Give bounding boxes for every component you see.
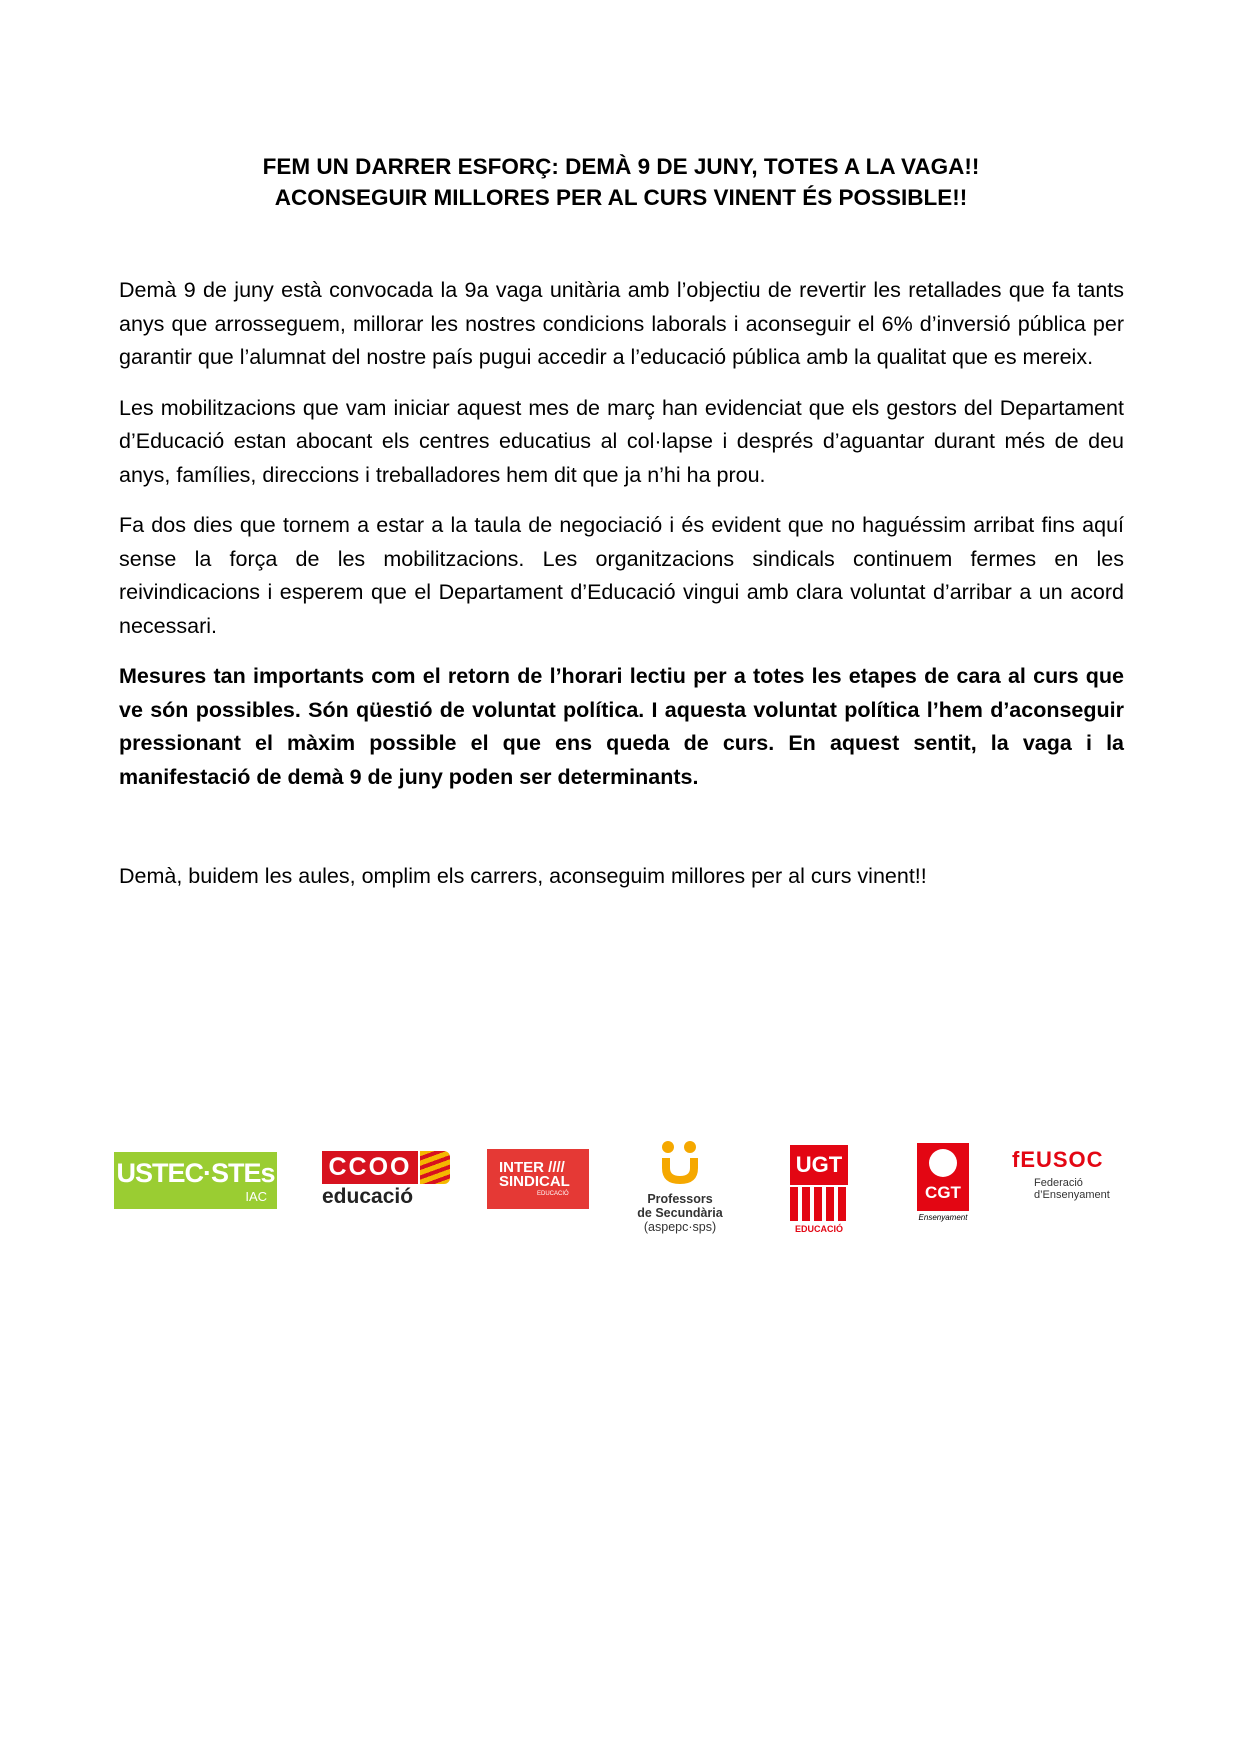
- intersindical-line-1: INTER ////: [499, 1159, 565, 1176]
- professors-secundaria-logo: [625, 1140, 735, 1236]
- intersindical-line-3: EDUCACIÓ: [537, 1191, 569, 1197]
- ugt-handshake-icon: [790, 1187, 848, 1221]
- intersindical-line-2: SINDICAL: [499, 1173, 570, 1190]
- ugt-logo-sub: EDUCACIÓ: [794, 1224, 843, 1234]
- cgt-logo-sub: Ensenyament: [918, 1213, 968, 1222]
- intersindical-logo: [487, 1149, 589, 1209]
- paragraph-2: Les mobilitzacions que vam iniciar aquest mes de març han evidenciat que els gestors del Departament d’Educació estan abocant els centres educatius al col·lapse i després d’aguantar durant més de deu anys, famílies, direccions i treballadores hem dit que ja n’hi ha prou.: [119, 395, 1124, 487]
- feusoc-line-2: d’Ensenyament: [1034, 1189, 1110, 1201]
- feusoc-logo: [1012, 1147, 1132, 1207]
- cgt-logo-text: CGT: [925, 1183, 961, 1202]
- ccoo-educacio-logo: [322, 1151, 450, 1207]
- paragraph-1: Demà 9 de juny està convocada la 9a vaga unitària amb l’objectiu de revertir les retallades que fa tants anys que arrosseguem, millorar les nostres condicions laborals i aconseguir el 6% d’inversió pública per garantir que l’alumnat del nostre país pugui accedir a l’educació pública amb la qualitat que es mereix.: [119, 278, 1124, 369]
- paragraph-3: Fa dos dies que tornem a estar a la taula de negociació i és evident que no haguéssim arribat fins aquí sense la força de les mobilitzacions. Les organitzacions sindicals continuem fermes en les reivindicacions i esperem que el Departament d’Educació vingui amb clara voluntat d’arribar a un acord necessari.: [119, 513, 1124, 638]
- page-title: [0, 151, 1242, 213]
- ustec-logo-sub: IAC: [245, 1189, 267, 1204]
- professors-line-1: Professors: [647, 1192, 713, 1206]
- feusoc-logo-text: fEUSOC: [1012, 1147, 1104, 1172]
- raised-fist-icon: [929, 1149, 957, 1177]
- ccoo-logo-text: CCOO: [322, 1151, 418, 1184]
- ustec-stes-logo: [114, 1152, 277, 1209]
- feusoc-line-1: Federació: [1034, 1177, 1083, 1189]
- ccoo-logo-label: educació: [322, 1185, 414, 1208]
- ustec-logo-text: USTEC·STEs: [116, 1158, 275, 1188]
- document-body: [119, 274, 1124, 911]
- professors-line-2: de Secundària: [637, 1206, 723, 1220]
- cgt-ensenyament-logo: [917, 1143, 969, 1225]
- catalan-flag-icon: [420, 1151, 450, 1184]
- title-line-2: ACONSEGUIR MILLORES PER AL CURS VINENT ÉS POSSIBLE!!: [274, 185, 968, 210]
- title-line-1: FEM UN DARRER ESFORÇ: DEMÀ 9 DE JUNY, TOTES A LA VAGA!!: [262, 154, 980, 179]
- ugt-logo-text: UGT: [790, 1145, 848, 1185]
- paragraph-4-bold: Mesures tan importants com el retorn de l’horari lectiu per a totes les etapes de cara al curs que ve són possibles. Són qüestió de voluntat política. I aquesta voluntat política l’hem d’aconseguir pressionant el màxim possible el que ens queda de curs. En aquest sentit, la vaga i la manifestació de demà 9 de juny poden ser determinants.: [119, 664, 1124, 789]
- ugt-educacio-logo: [790, 1145, 848, 1237]
- closing-line: Demà, buidem les aules, omplim els carrers, aconseguim millores per al curs vinent!!: [119, 864, 927, 888]
- smile-figures-icon: [658, 1140, 702, 1188]
- professors-line-3: (aspepc·sps): [643, 1220, 717, 1234]
